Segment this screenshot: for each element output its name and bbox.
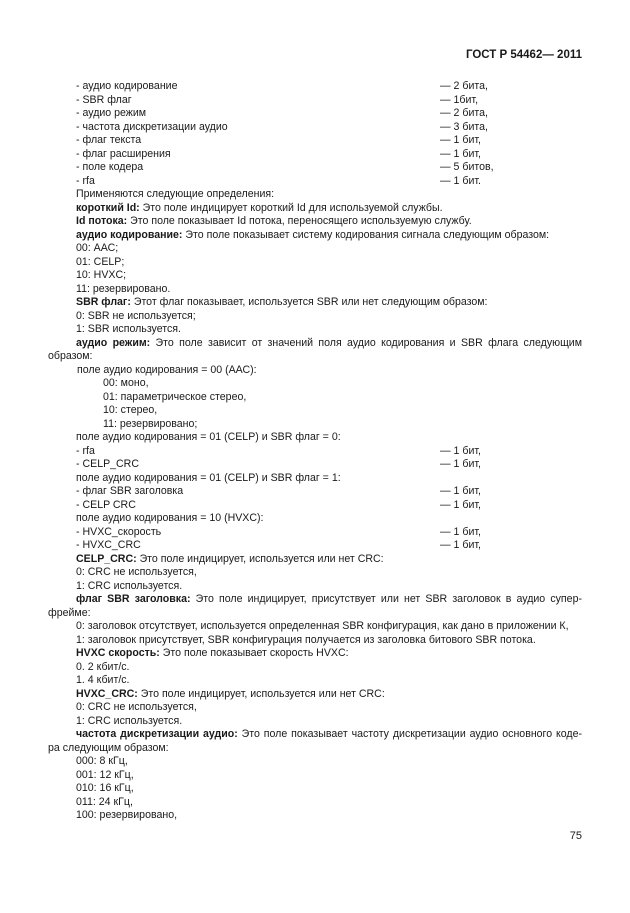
definition-continuation: образом: (48, 350, 93, 362)
value-line: 0: CRC не используется, (76, 566, 197, 578)
value-line: 100: резервировано, (76, 809, 178, 821)
definition-audio-mode: аудио режим: Это поле зависит от значений поля аудио кодирования и SBR флага следующим (76, 336, 582, 349)
field-name: - частота дискретизации аудио (76, 120, 228, 133)
field-row (48, 94, 582, 108)
field-row: - HVXC_CRC — 1 бит, (76, 539, 481, 551)
case-title: поле аудио кодирования = 00 (ААС): (77, 363, 257, 376)
field-bits: — 1бит, (440, 93, 479, 106)
definition-sbr-header-flag: флаг SBR заголовка: Это поле индицирует, присутствует или нет SBR заголовок в аудио супер- (76, 593, 582, 605)
value-line: 10: стерео, (103, 404, 158, 416)
definition-audio-coding: аудио кодирование: Это поле показывает систему кодирования сигнала следующим образом: (76, 228, 550, 241)
field-row: - rfa — 1 бит, (76, 444, 481, 457)
field-bits: — 1 бит. (440, 174, 481, 187)
field-name: - флаг расширения (76, 147, 171, 160)
value-line: 1. 4 кбит/с. (76, 674, 130, 686)
field-row: - флаг SBR заголовка — 1 бит, (76, 485, 481, 497)
definition-sample-rate: частота дискретизации аудио: Это поле показывает частоту дискретизации аудио основного коде- (76, 728, 582, 740)
definition-continuation: ра следующим образом: (48, 741, 169, 754)
value-line: 11: резервировано. (76, 282, 171, 295)
field-row (48, 148, 582, 162)
definition-continuation: фрейме: (48, 606, 91, 619)
field-row (48, 80, 582, 94)
definition-short-id: короткий Id: Это поле индицирует короткий Id для используемой службы. (76, 201, 443, 214)
term: CELP_CRC: (76, 552, 137, 565)
term: HVXC_CRC: (76, 687, 138, 700)
case-title: поле аудио кодирования = 01 (CELP) и SBR флаг = 1: (76, 471, 341, 484)
definition-hvxc-rate: HVXC скорость: Это поле показывает скорость HVXC: (76, 647, 349, 659)
field-bits: — 1 бит, (440, 147, 481, 160)
definition-celp-crc: CELP_CRC: Это поле индицирует, используется или нет CRC: (76, 552, 384, 565)
intro-text: Применяются следующие определения: (76, 188, 275, 200)
case-title: поле аудио кодирования = 10 (HVXC): (76, 512, 264, 524)
value-line: 1: CRC используется. (76, 579, 183, 592)
case-title: поле аудио кодирования = 01 (CELP) и SBR флаг = 0: (76, 431, 341, 443)
value-line: 1: CRC используется. (76, 714, 183, 727)
value-line: 001: 12 кГц, (76, 768, 134, 781)
page-number: 75 (569, 830, 582, 842)
term: частота дискретизации аудио: (76, 728, 238, 740)
document-header: ГОСТ Р 54462— 2011 (465, 49, 582, 61)
definition-stream-id: Id потока: Это поле показывает Id потока, переносящего используемую службу. (76, 215, 472, 227)
value-line: 0: заголовок отсутствует, используется определенная SBR конфигурация, как дано в приложении К, (76, 620, 569, 632)
definition-sbr-flag: SBR флаг: Этот флаг показывает, используется SBR или нет следующим образом: (76, 296, 488, 308)
term: HVXC скорость: (76, 647, 160, 659)
term: аудио режим: (76, 336, 151, 349)
value-line: 0: CRC не используется, (76, 701, 197, 713)
value-line: 0: SBR не используется; (76, 309, 196, 322)
document-body (48, 80, 582, 823)
definition-hvxc-crc: HVXC_CRC: Это поле индицирует, используется или нет CRC: (76, 687, 385, 700)
value-line: 1: заголовок присутствует, SBR конфигурация получается из заголовка битового SBR потока. (76, 633, 536, 646)
field-bits: — 3 бита, (440, 120, 488, 133)
value-line: 01: параметрическое стерео, (103, 390, 247, 403)
field-row (48, 134, 582, 148)
field-row (48, 161, 582, 175)
term: короткий Id: (76, 201, 140, 214)
field-row (48, 175, 582, 189)
field-name: - флаг текста (76, 134, 142, 146)
value-line: 10: HVXC; (76, 269, 127, 281)
term: SBR флаг: (76, 296, 131, 308)
value-line: 11: резервировано; (103, 417, 198, 430)
value-line: 00: моно, (103, 377, 149, 389)
term: аудио кодирование: (76, 228, 183, 241)
field-row (48, 107, 582, 121)
value-line: 00: ААС; (76, 242, 119, 254)
value-line: 010: 16 кГц, (76, 782, 134, 794)
value-line: 1: SBR используется. (76, 323, 181, 335)
field-name: - поле кодера (76, 161, 144, 173)
field-name: - rfa (76, 174, 95, 187)
field-bits: — 5 битов, (440, 161, 494, 173)
term: флаг SBR заголовка: (76, 593, 191, 605)
field-row: - CELP_CRC — 1 бит, (76, 458, 481, 470)
field-bits: — 2 бита, (440, 80, 488, 92)
value-line: 000: 8 кГц, (76, 755, 128, 767)
field-row: - CELP CRC — 1 бит, (76, 498, 481, 511)
field-bits: — 1 бит, (440, 134, 481, 146)
field-bits: — 2 бита, (440, 107, 488, 119)
value-line: 01: CELP; (76, 255, 125, 268)
field-row: - HVXC_скорость — 1 бит, (76, 525, 481, 538)
value-line: 0. 2 кбит/с. (76, 660, 130, 673)
term: Id потока: (76, 215, 128, 227)
field-name: - SBR флаг (76, 93, 132, 106)
field-name: - аудио режим (76, 107, 147, 119)
field-row (48, 121, 582, 135)
value-line: 011: 24 кГц, (76, 795, 133, 808)
field-name: - аудио кодирование (76, 80, 178, 92)
